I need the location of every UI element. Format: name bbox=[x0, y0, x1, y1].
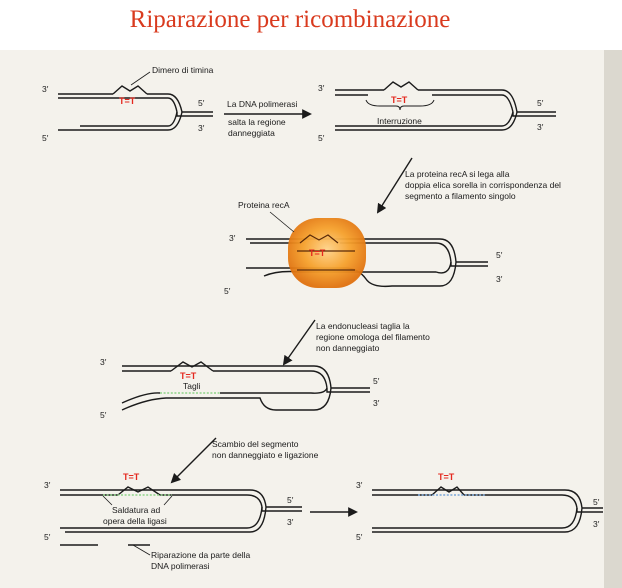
step1-prime-3-right: 3′ bbox=[198, 123, 205, 133]
arrow3-text-2: regione omologa del filamento bbox=[316, 332, 430, 342]
step4-prime-3-top: 3′ bbox=[100, 357, 107, 367]
step5-right-dimer-label: T=T bbox=[438, 472, 455, 482]
step3-prime-3-right: 3′ bbox=[496, 274, 503, 284]
step2-prime-5-bottom: 5′ bbox=[318, 133, 325, 143]
step5-polymerase-text-1: Riparazione da parte della bbox=[151, 550, 251, 560]
arrow4-text-2: non danneggiato e ligazione bbox=[212, 450, 319, 460]
step2-prime-3-right: 3′ bbox=[537, 122, 544, 132]
arrow2-text-1: La proteina recA si lega alla bbox=[405, 169, 510, 179]
step5-left-prime-5-bottom: 5′ bbox=[44, 532, 51, 542]
step1-prime-5-bottom: 5′ bbox=[42, 133, 49, 143]
step5-left-prime-3-right: 3′ bbox=[287, 517, 294, 527]
arrow1-text-2: salta la regione bbox=[228, 117, 286, 127]
step3-prime-3-top: 3′ bbox=[229, 233, 236, 243]
step1-dimer-callout: Dimero di timina bbox=[152, 65, 214, 75]
step5-right-prime-5-right: 5′ bbox=[593, 497, 600, 507]
scan-edge-shadow bbox=[604, 50, 622, 588]
step2-prime-5-right: 5′ bbox=[537, 98, 544, 108]
step1-prime-5-right: 5′ bbox=[198, 98, 205, 108]
arrow3-text-3: non danneggiato bbox=[316, 343, 380, 353]
step3-prime-5-right: 5′ bbox=[496, 250, 503, 260]
step4-prime-3-right: 3′ bbox=[373, 398, 380, 408]
step3-protein-label: Proteina recA bbox=[238, 200, 290, 210]
recombination-repair-diagram bbox=[0, 50, 622, 588]
step1-dimer-label: T=T bbox=[119, 96, 136, 106]
step2-gap-label: Interruzione bbox=[377, 116, 422, 126]
arrow2-text-2: doppia elica sorella in corrispondenza del bbox=[405, 180, 561, 190]
step5-left-prime-3-top: 3′ bbox=[44, 480, 51, 490]
arrow4-text-1: Scambio del segmento bbox=[212, 439, 299, 449]
step3-dimer-label: T=T bbox=[309, 248, 326, 258]
step5-right-prime-3-top: 3′ bbox=[356, 480, 363, 490]
step5-ligase-text-1: Saldatura ad bbox=[112, 505, 161, 515]
step2-dimer-label: T=T bbox=[391, 95, 408, 105]
step3-prime-5-bottom: 5′ bbox=[224, 286, 231, 296]
arrow2-text-3: segmento a filamento singolo bbox=[405, 191, 516, 201]
step2-prime-3-top: 3′ bbox=[318, 83, 325, 93]
step5-right-prime-3-right: 3′ bbox=[593, 519, 600, 529]
slide-title: Riparazione per ricombinazione bbox=[129, 6, 451, 33]
step5-left-dimer-label: T=T bbox=[123, 472, 140, 482]
step5-left-prime-5-right: 5′ bbox=[287, 495, 294, 505]
step1-prime-3-top: 3′ bbox=[42, 84, 49, 94]
step4-prime-5-bottom: 5′ bbox=[100, 410, 107, 420]
arrow1-text-1: La DNA polimerasi bbox=[227, 99, 298, 109]
step5-ligase-text-2: opera della ligasi bbox=[103, 516, 167, 526]
step5-right-prime-5-bottom: 5′ bbox=[356, 532, 363, 542]
reca-protein bbox=[288, 218, 366, 288]
step4-prime-5-right: 5′ bbox=[373, 376, 380, 386]
step4-cuts-label: Tagli bbox=[183, 381, 201, 391]
arrow1-text-3: danneggiata bbox=[228, 128, 275, 138]
step4-dimer-label: T=T bbox=[180, 371, 197, 381]
step5-polymerase-text-2: DNA polimerasi bbox=[151, 561, 210, 571]
arrow3-text-1: La endonucleasi taglia la bbox=[316, 321, 410, 331]
